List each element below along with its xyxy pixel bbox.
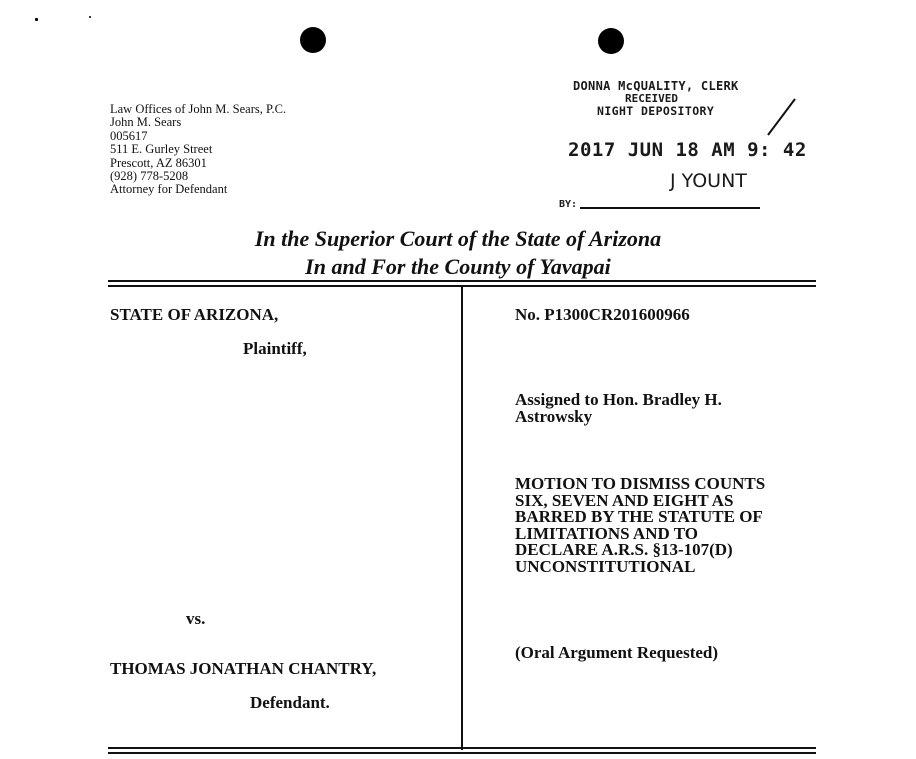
court-title-line2: In and For the County of Yavapai (305, 254, 611, 279)
stamp-received: RECEIVED (625, 92, 678, 105)
hole-punch-left (300, 27, 326, 53)
plaintiff-role: Plaintiff, (243, 339, 307, 358)
defendant-role: Defendant. (250, 693, 330, 712)
plaintiff-name: STATE OF ARIZONA, (110, 305, 279, 324)
scan-speck (35, 18, 38, 21)
hole-punch-right (598, 28, 624, 54)
attorney-street: 511 E. Gurley Street (110, 142, 213, 157)
motion-title-line: LIMITATIONS AND TO (515, 523, 698, 543)
stamp-signature: J YOUNT (670, 170, 747, 192)
versus: vs. (186, 609, 206, 628)
motion-title-line: UNCONSTITUTIONAL (515, 556, 696, 576)
stamp-datetime: 2017 JUN 18 AM 9: 42 (568, 139, 807, 161)
oral-argument-note: (Oral Argument Requested) (515, 643, 719, 662)
stamp-signature-line (580, 207, 760, 209)
caption-divider (461, 287, 463, 750)
stamp-by-label: BY: (559, 199, 578, 210)
assigned-judge-line2: Astrowsky (515, 407, 593, 426)
attorney-bar-number: 005617 (110, 128, 148, 143)
attorney-phone: (928) 778-5208 (110, 169, 189, 184)
court-title-line1: In the Superior Court of the State of Arizona (254, 226, 662, 251)
motion-title-line: DECLARE A.R.S. §13-107(D) (515, 540, 733, 559)
attorney-block (110, 103, 286, 197)
motion-title-line: SIX, SEVEN AND EIGHT AS (515, 490, 734, 510)
attorney-city: Prescott, AZ 86301 (110, 155, 207, 170)
caption-top-rule (108, 280, 816, 282)
scan-speck (89, 16, 91, 18)
assigned-judge-line1: Assigned to Hon. Bradley H. (515, 390, 722, 409)
stamp-depository: NIGHT DEPOSITORY (597, 104, 715, 118)
motion-title-line: BARRED BY THE STATUTE OF (515, 507, 763, 526)
caption-bottom-rule-2 (108, 752, 816, 754)
case-number: No. P1300CR201600966 (515, 305, 690, 324)
motion-title-line: MOTION TO DISMISS COUNTS (515, 474, 766, 493)
caption-bottom-rule (108, 747, 816, 749)
attorney-name: John M. Sears (110, 115, 182, 130)
attorney-firm: Law Offices of John M. Sears, P.C. (110, 102, 287, 116)
defendant-name: THOMAS JONATHAN CHANTRY, (110, 659, 377, 678)
attorney-role: Attorney for Defendant (110, 182, 228, 197)
stamp-clerk: DONNA McQUALITY, CLERK (573, 79, 739, 93)
motion-title (515, 476, 815, 575)
stamp-slash-mark (760, 95, 800, 140)
